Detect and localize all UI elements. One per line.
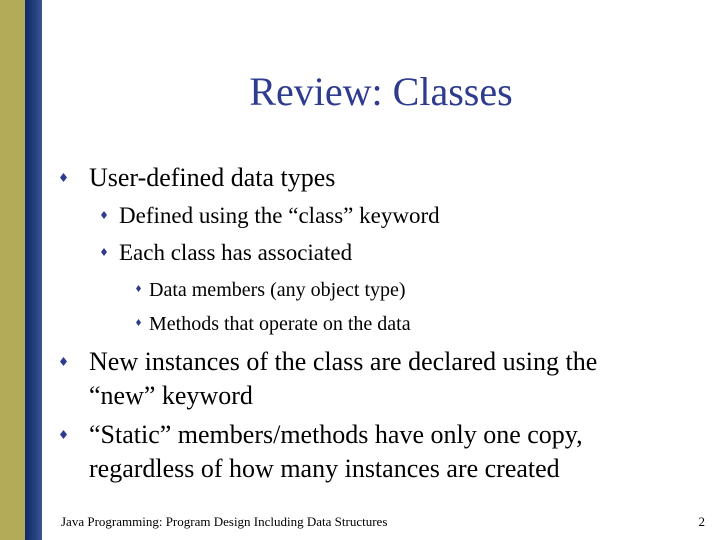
bullet-text: User-defined data types: [89, 163, 336, 192]
bullet-line: New instances of the class are declared using the: [89, 347, 598, 376]
diamond-bullet-icon: [136, 285, 141, 292]
slide-title: Review: Classes: [249, 69, 513, 114]
bullet-text: Defined using the “class” keyword: [119, 203, 440, 228]
bullet-methods: [136, 311, 411, 337]
bullet-user-defined-types: [60, 161, 335, 195]
bullet-text: Methods that operate on the data: [149, 313, 411, 335]
diamond-bullet-icon: [136, 319, 141, 326]
bullet-data-members: [136, 277, 406, 303]
footer-course-title: Java Programming: Program Design Including Data Structures: [61, 514, 388, 529]
diamond-bullet-icon: [60, 357, 67, 366]
diamond-bullet-icon: [60, 173, 67, 182]
diamond-bullet-icon: [101, 248, 107, 256]
sidebar-navy-stripe: [25, 0, 42, 540]
bullet-text: [89, 345, 597, 413]
diamond-bullet-icon: [101, 211, 107, 219]
sidebar-olive-stripe: [0, 0, 25, 540]
bullet-static-members: [60, 418, 583, 486]
bullet-line: “new” keyword: [89, 381, 253, 410]
bullet-text: Data members (any object type): [149, 279, 406, 301]
bullet-line: “Static” members/methods have only one copy,: [89, 420, 583, 449]
diamond-bullet-icon: [60, 430, 67, 439]
bullet-each-class: [101, 238, 352, 268]
footer-page-number: 2: [698, 514, 705, 529]
bullet-line: regardless of how many instances are created: [89, 454, 560, 483]
bullet-text: [89, 418, 583, 486]
bullet-new-instances: [60, 345, 597, 413]
bullet-text: Each class has associated: [119, 240, 353, 265]
bullet-class-keyword: [101, 201, 440, 231]
